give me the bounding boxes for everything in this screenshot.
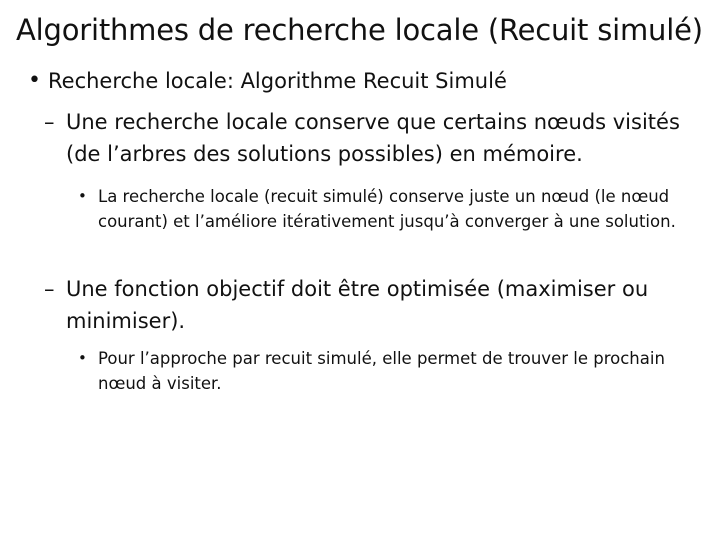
bullet-dash-icon: – — [44, 277, 55, 301]
slide-title: Algorithmes de recherche locale (Recuit simulé) — [16, 13, 703, 47]
bullet-text: Une recherche locale conserve que certains nœuds visités (de l’arbres des solutions possibles) en mémoire. — [66, 110, 680, 166]
bullet-dot-icon: • — [78, 187, 87, 205]
bullet-text: Pour l’approche par recuit simulé, elle permet de trouver le prochain nœud à visiter. — [98, 349, 665, 393]
bullet-dot-icon: • — [78, 349, 87, 367]
bullet-text: La recherche locale (recuit simulé) conserve juste un nœud (le nœud courant) et l’améliore itérativement jusqu’à converger à une solution. — [98, 187, 676, 231]
bullet-dash-icon: – — [44, 110, 55, 134]
bullet-text: Une fonction objectif doit être optimisée (maximiser ou minimiser). — [66, 277, 649, 333]
bullet-text: Recherche locale: Algorithme Recuit Simulé — [48, 69, 507, 93]
bullet-dot-icon: • — [28, 68, 41, 93]
